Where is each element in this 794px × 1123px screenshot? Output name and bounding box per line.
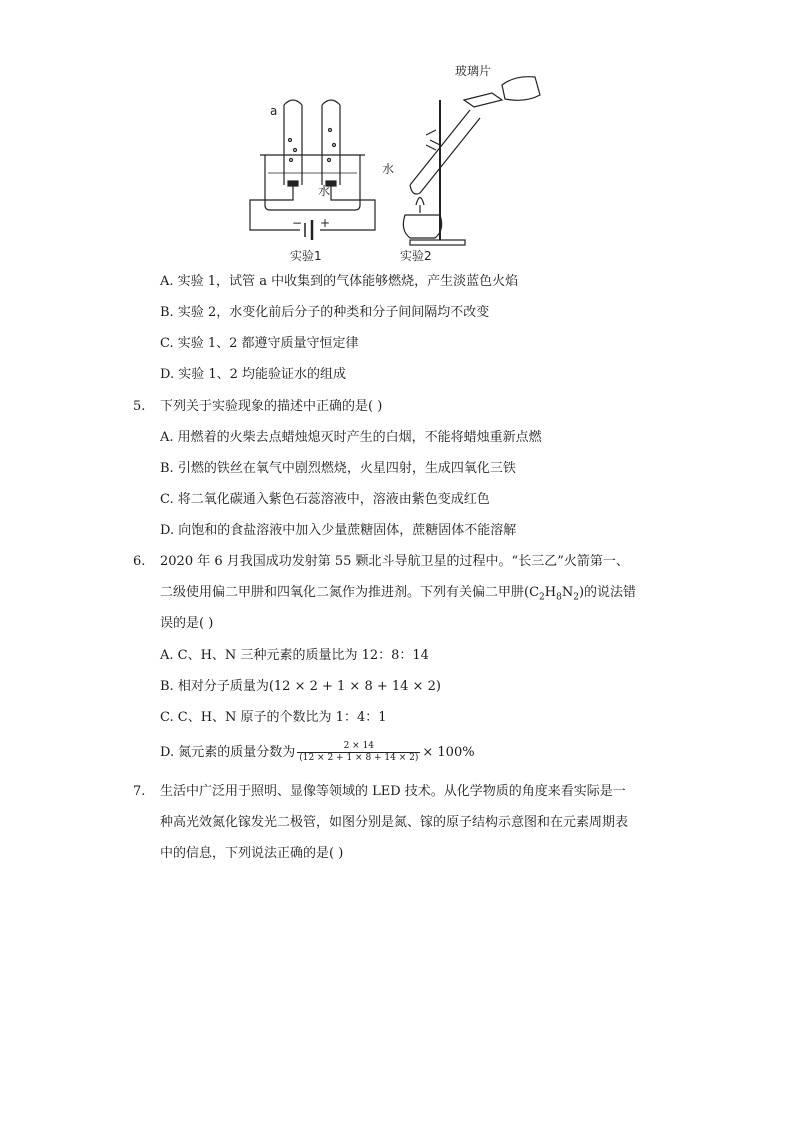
q6-stem-line2	[160, 584, 636, 607]
label-minus: −	[292, 216, 303, 230]
q6-option-d-pre: D. 氮元素的质量分数为	[160, 745, 296, 760]
label-plus: +	[320, 216, 331, 230]
q6-stem-line1: 2020 年 6 月我国成功发射第 55 颗北斗导航卫星的过程中。“长三乙”火箭第一、	[160, 554, 629, 569]
q4-option-b: B. 实验 2，水变化前后分子的种类和分子间间隔均不改变	[160, 305, 490, 320]
boiling-apparatus	[403, 77, 540, 245]
q6-number: 6.	[133, 554, 146, 569]
experiment-figure	[240, 55, 560, 270]
q7-stem-line1: 生活中广泛用于照明、显像等领域的 LED 技术。从化学物质的角度来看实际是一	[160, 784, 626, 799]
q6-stem-line2-pre: 二级使用偏二甲肼和四氧化二氮作为推进剂。下列有关偏二甲肼(	[160, 585, 530, 600]
electrolysis-apparatus	[250, 100, 375, 240]
q5-option-c: C. 将二氧化碳通入紫色石蕊溶液中，溶液由紫色变成红色	[160, 492, 490, 507]
q6-option-a: A. C、H、N 三种元素的质量比为 12：8：14	[160, 648, 429, 663]
q6-option-b: B. 相对分子质量为(12 × 2 + 1 × 8 + 14 × 2)	[160, 679, 441, 694]
q6-option-d-post: × 100%	[422, 745, 475, 760]
q6-option-c: C. C、H、N 原子的个数比为 1：4：1	[160, 710, 387, 725]
q5-number: 5.	[133, 399, 146, 414]
q5-option-d: D. 向饱和的食盐溶液中加入少量蔗糖固体，蔗糖固体不能溶解	[160, 523, 517, 538]
q7-number: 7.	[133, 784, 146, 799]
q4-option-d: D. 实验 1、2 均能验证水的组成	[160, 367, 347, 382]
label-water-1: 水	[318, 184, 331, 198]
label-glass-slide: 玻璃片	[455, 64, 492, 78]
caption-experiment-2: 实验2	[400, 249, 432, 263]
q7-stem-line2: 种高光效氮化镓发光二极管，如图分别是氮、镓的原子结构示意图和在元素周期表	[160, 815, 629, 830]
q5-option-b: B. 引燃的铁丝在氧气中剧烈燃烧，火星四射，生成四氧化三铁	[160, 461, 516, 476]
q7-stem-line3: 中的信息，下列说法正确的是( )	[160, 846, 344, 861]
fraction-denominator: (12 × 2 + 1 × 8 + 14 × 2)	[299, 753, 419, 763]
experiment-diagram	[240, 55, 560, 270]
q4-option-a: A. 实验 1，试管 a 中收集到的气体能够燃烧，产生淡蓝色火焰	[160, 274, 519, 289]
label-water-2: 水	[382, 162, 395, 176]
q5-stem: 下列关于实验现象的描述中正确的是( )	[160, 399, 383, 414]
q5-option-a: A. 用燃着的火柴去点蜡烛熄灭时产生的白烟，不能将蜡烛重新点燃	[160, 430, 542, 445]
mass-fraction	[297, 741, 420, 764]
formula-udmh: $C_2H_8N_2$	[529, 585, 579, 603]
q6-stem-line2-post: )的说法错	[578, 585, 637, 600]
caption-experiment-1: 实验1	[290, 249, 322, 263]
fraction-numerator: 2 × 14	[297, 741, 420, 753]
q6-option-d	[160, 741, 475, 764]
q6-stem-line3: 误的是( )	[160, 616, 214, 631]
q4-option-c: C. 实验 1、2 都遵守质量守恒定律	[160, 336, 359, 351]
label-a: a	[270, 104, 278, 118]
